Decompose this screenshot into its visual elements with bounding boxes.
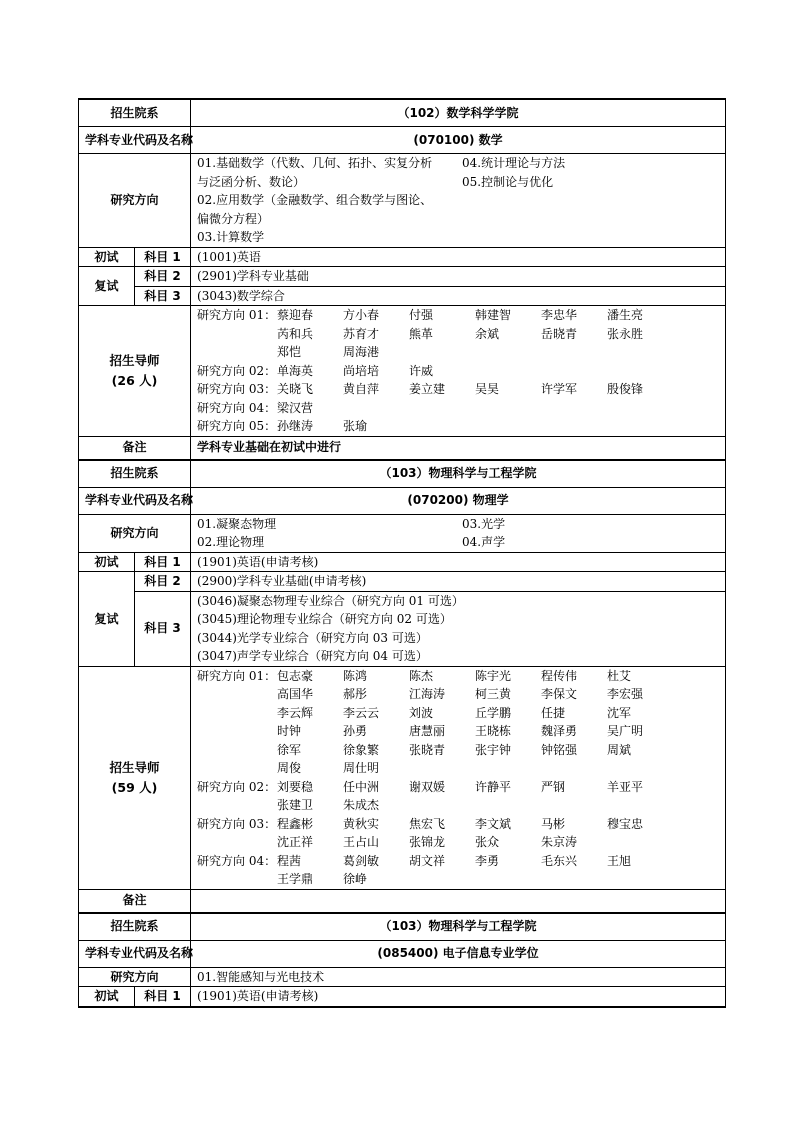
major-label: 学科专业代码及名称: [79, 487, 191, 514]
supervisor-list: [191, 306, 726, 437]
direction-prefix: [197, 685, 277, 704]
direction-item: 04.声学: [462, 535, 506, 549]
school-label: 招生院系: [79, 913, 191, 941]
direction-item: 与泛函分析、数论）: [197, 174, 306, 189]
supervisor-name: 张瑜: [343, 419, 368, 433]
direction-prefix: 研究方向 05：: [197, 419, 277, 433]
school-name: （103）物理科学与工程学院: [191, 913, 726, 941]
direction-prefix: [197, 870, 277, 889]
supervisor-name: 江海涛: [409, 687, 446, 701]
school-label: 招生院系: [79, 460, 191, 488]
subject2-label: 科目 2: [135, 572, 191, 592]
retest-subject3-item: (3045)理论物理专业综合（研究方向 02 可选）: [197, 612, 452, 626]
supervisor-name: 单海英: [277, 363, 314, 378]
supervisor-name: 郝彤: [343, 687, 368, 701]
supervisor-name: 许静平: [475, 779, 512, 794]
supervisor-name: [409, 796, 475, 815]
supervisor-name: 朱成杰: [343, 798, 380, 812]
subject2-label: 科目 2: [135, 267, 191, 287]
direction-prefix: [197, 325, 277, 344]
supervisor-name: [475, 796, 541, 815]
subject1-label: 科目 1: [135, 552, 191, 572]
supervisor-name: [541, 343, 607, 362]
direction-label: 研究方向: [79, 154, 191, 248]
supervisor-name: 苏育才: [343, 326, 380, 341]
subject1-label: 科目 1: [135, 247, 191, 267]
supervisor-name: 丘学鹏: [475, 705, 512, 720]
supervisor-name: 李保文: [541, 687, 578, 701]
remarks-label: 备注: [79, 889, 191, 913]
retest-label: 复试: [79, 267, 135, 306]
supervisor-name: 李文斌: [475, 816, 512, 831]
supervisor-name: 陈鸿: [343, 668, 368, 683]
supervisor-name: 吴昊: [475, 382, 500, 396]
supervisor-name: 刘波: [409, 705, 434, 720]
direction-list: [191, 514, 726, 552]
supervisor-name: [475, 417, 541, 436]
supervisor-name: 郑恺: [277, 345, 302, 359]
supervisor-name: 熊革: [409, 326, 434, 341]
retest-subject3: [191, 286, 726, 306]
supervisor-name: [409, 870, 475, 889]
remarks-label: 备注: [79, 436, 191, 460]
supervisor-name: 张建卫: [277, 798, 314, 812]
direction-label: 研究方向: [79, 967, 191, 987]
supervisor-name: 魏泽勇: [541, 724, 578, 738]
direction-prefix: 研究方向 03：: [197, 382, 277, 396]
supervisor-name: 王占山: [343, 835, 380, 849]
direction-item: 02.应用数学（金融数学、组合数学与图论、: [197, 193, 433, 207]
direction-prefix: [197, 722, 277, 741]
supervisor-name: 焦宏飞: [409, 816, 446, 831]
supervisor-name: 刘要稳: [277, 779, 314, 794]
supervisor-name: 潘生亮: [607, 308, 644, 322]
supervisor-name: [475, 870, 541, 889]
supervisor-name: 王学鼎: [277, 872, 314, 886]
supervisors-cell: [79, 306, 191, 437]
retest-subject3: [191, 591, 726, 666]
supervisor-name: [541, 399, 607, 418]
supervisor-name: 陈宇光: [475, 668, 512, 683]
school-label: 招生院系: [79, 99, 191, 127]
supervisors-count: (26 人): [111, 372, 158, 388]
supervisor-name: 沈军: [607, 705, 632, 720]
direction-prefix: [197, 704, 277, 723]
supervisors-label: 招生导师: [109, 352, 160, 368]
supervisor-name: 黄自萍: [343, 382, 380, 396]
remarks-value: 学科专业基础在初试中进行: [191, 436, 726, 460]
direction-item: 01.基础数学（代数、几何、拓扑、实复分析: [197, 156, 433, 170]
first-exam-label: 初试: [79, 247, 135, 267]
supervisor-name: 李忠华: [541, 308, 578, 322]
supervisor-list: [191, 666, 726, 889]
supervisor-name: 姜立建: [409, 382, 446, 396]
direction-item: 01.凝聚态物理: [197, 516, 277, 531]
supervisor-name: [475, 343, 541, 362]
supervisor-name: [409, 417, 475, 436]
supervisor-name: 徐象繁: [343, 742, 380, 757]
supervisor-name: 孙继涛: [277, 419, 314, 433]
supervisor-name: 程茜: [277, 853, 302, 868]
supervisor-name: 葛剑敏: [343, 853, 380, 868]
direction-list: [191, 154, 726, 248]
supervisor-name: [541, 870, 607, 889]
supervisor-name: 芮和兵: [277, 326, 314, 341]
supervisor-name: 吴广明: [607, 724, 644, 738]
first-exam-subject: (1901)英语(申请考核): [191, 987, 726, 1007]
supervisor-name: 李云云: [343, 705, 380, 720]
supervisor-name: [541, 417, 607, 436]
supervisor-name: 羊亚平: [607, 779, 644, 794]
supervisor-name: 胡文祥: [409, 853, 446, 868]
supervisor-name: [475, 399, 541, 418]
supervisor-name: 周仕明: [343, 761, 380, 775]
supervisor-name: [343, 399, 409, 418]
first-exam-label: 初试: [79, 552, 135, 572]
supervisor-name: 许学军: [541, 382, 578, 396]
supervisor-name: 徐峥: [343, 872, 368, 886]
direction-prefix: [197, 741, 277, 760]
direction-label: 研究方向: [79, 514, 191, 552]
supervisor-name: [541, 362, 607, 381]
supervisor-name: 张众: [475, 835, 500, 849]
supervisor-name: 余斌: [475, 326, 500, 341]
supervisor-name: [607, 417, 673, 436]
major-name: (070200) 物理学: [191, 487, 726, 514]
supervisor-name: 任中洲: [343, 779, 380, 794]
supervisor-name: 张晓青: [409, 742, 446, 757]
supervisor-name: 许威: [409, 363, 434, 378]
direction-prefix: 研究方向 04：: [197, 853, 277, 868]
supervisor-name: 徐军: [277, 742, 302, 757]
retest-label: 复试: [79, 572, 135, 667]
direction-prefix: 研究方向 01：: [197, 308, 277, 322]
retest-subject2: (2901)学科专业基础: [191, 267, 726, 287]
direction-item: 05.控制论与优化: [462, 174, 554, 189]
supervisor-name: 王晓栋: [475, 724, 512, 738]
direction-item: 02.理论物理: [197, 535, 265, 549]
major-label: 学科专业代码及名称: [79, 940, 191, 967]
supervisor-name: [409, 399, 475, 418]
retest-subject3-item: (3043)数学综合: [197, 288, 285, 303]
direction-prefix: [197, 796, 277, 815]
supervisor-name: [607, 796, 673, 815]
supervisor-name: 任捷: [541, 705, 566, 720]
direction-list: [191, 967, 726, 987]
supervisor-name: 梁汉营: [277, 400, 314, 415]
direction-prefix: [197, 833, 277, 852]
direction-prefix: 研究方向 03：: [197, 816, 277, 831]
supervisor-name: 马彬: [541, 816, 566, 831]
supervisor-name: 程鑫彬: [277, 816, 314, 831]
supervisor-name: 关晓飞: [277, 382, 314, 396]
supervisor-name: [541, 796, 607, 815]
subject1-label: 科目 1: [135, 987, 191, 1007]
supervisor-name: 殷俊锋: [607, 382, 644, 396]
supervisor-name: 张宇钟: [475, 742, 512, 757]
supervisor-name: 李宏强: [607, 687, 644, 701]
supervisor-name: 穆宝忠: [607, 816, 644, 831]
supervisor-name: 柯三黄: [475, 687, 512, 701]
supervisor-name: [607, 362, 673, 381]
supervisor-name: 周俊: [277, 761, 302, 775]
supervisor-name: 钟铭强: [541, 742, 578, 757]
direction-item: 03.光学: [462, 516, 506, 531]
supervisor-name: 包志豪: [277, 668, 314, 683]
first-exam-subject: (1901)英语(申请考核): [191, 552, 726, 572]
subject3-label: 科目 3: [135, 286, 191, 306]
retest-subject3-item: (3044)光学专业综合（研究方向 03 可选）: [197, 630, 428, 645]
direction-item: 04.统计理论与方法: [462, 156, 566, 170]
supervisors-cell: [79, 666, 191, 889]
supervisor-name: 张锦龙: [409, 835, 446, 849]
supervisor-name: 李云辉: [277, 705, 314, 720]
remarks-value: [191, 889, 726, 913]
supervisor-name: [607, 833, 673, 852]
direction-item: 01.智能感知与光电技术: [197, 969, 325, 984]
major-label: 学科专业代码及名称: [79, 127, 191, 154]
supervisor-name: [409, 343, 475, 362]
supervisor-name: 周斌: [607, 742, 632, 757]
supervisor-name: 张永胜: [607, 326, 644, 341]
supervisor-name: [409, 759, 475, 778]
supervisor-name: 韩建智: [475, 308, 512, 322]
retest-subject2: (2900)学科专业基础(申请考核): [191, 572, 726, 592]
supervisors-count: (59 人): [111, 779, 158, 795]
supervisors-label: 招生导师: [109, 759, 160, 775]
supervisor-name: 蔡迎春: [277, 308, 314, 322]
supervisor-name: 付强: [409, 308, 434, 322]
admissions-table: [78, 98, 726, 1008]
supervisor-name: 孙勇: [343, 724, 368, 738]
supervisor-name: [607, 399, 673, 418]
supervisor-name: 毛东兴: [541, 853, 578, 868]
direction-prefix: 研究方向 04：: [197, 400, 277, 415]
supervisor-name: 周海港: [343, 345, 380, 359]
direction-item: 03.计算数学: [197, 230, 265, 244]
supervisor-name: [607, 759, 673, 778]
first-exam-label: 初试: [79, 987, 135, 1007]
supervisor-name: 朱京涛: [541, 835, 578, 849]
direction-prefix: 研究方向 02：: [197, 779, 277, 794]
supervisor-name: 沈正祥: [277, 835, 314, 849]
supervisor-name: [475, 362, 541, 381]
supervisor-name: 高国华: [277, 687, 314, 701]
supervisor-name: 谢双媛: [409, 779, 446, 794]
major-name: (070100) 数学: [191, 127, 726, 154]
supervisor-name: [475, 759, 541, 778]
supervisor-name: 陈杰: [409, 668, 434, 683]
supervisor-name: [607, 343, 673, 362]
supervisor-name: [541, 759, 607, 778]
direction-prefix: [197, 343, 277, 362]
major-name: (085400) 电子信息专业学位: [191, 940, 726, 967]
direction-prefix: 研究方向 01：: [197, 668, 277, 683]
supervisor-name: 黄秋实: [343, 816, 380, 831]
supervisor-name: 唐慧丽: [409, 724, 446, 738]
supervisor-name: 严钢: [541, 779, 566, 794]
supervisor-name: 李勇: [475, 853, 500, 868]
supervisor-name: 尚培培: [343, 363, 380, 378]
supervisor-name: 程传伟: [541, 668, 578, 683]
supervisor-name: 时钟: [277, 724, 302, 738]
supervisor-name: [607, 870, 673, 889]
supervisor-name: 岳晓青: [541, 326, 578, 341]
direction-prefix: [197, 759, 277, 778]
retest-subject3-item: (3047)声学专业综合（研究方向 04 可选）: [197, 649, 428, 663]
retest-subject3-item: (3046)凝聚态物理专业综合（研究方向 01 可选）: [197, 593, 464, 608]
supervisor-name: 方小春: [343, 308, 380, 322]
subject3-label: 科目 3: [135, 591, 191, 666]
school-name: （103）物理科学与工程学院: [191, 460, 726, 488]
direction-item: 偏微分方程）: [197, 211, 270, 226]
school-name: （102）数学科学学院: [191, 99, 726, 127]
supervisor-name: 王旭: [607, 853, 632, 868]
first-exam-subject: (1001)英语: [191, 247, 726, 267]
supervisor-name: 杜艾: [607, 668, 632, 683]
direction-prefix: 研究方向 02：: [197, 363, 277, 378]
